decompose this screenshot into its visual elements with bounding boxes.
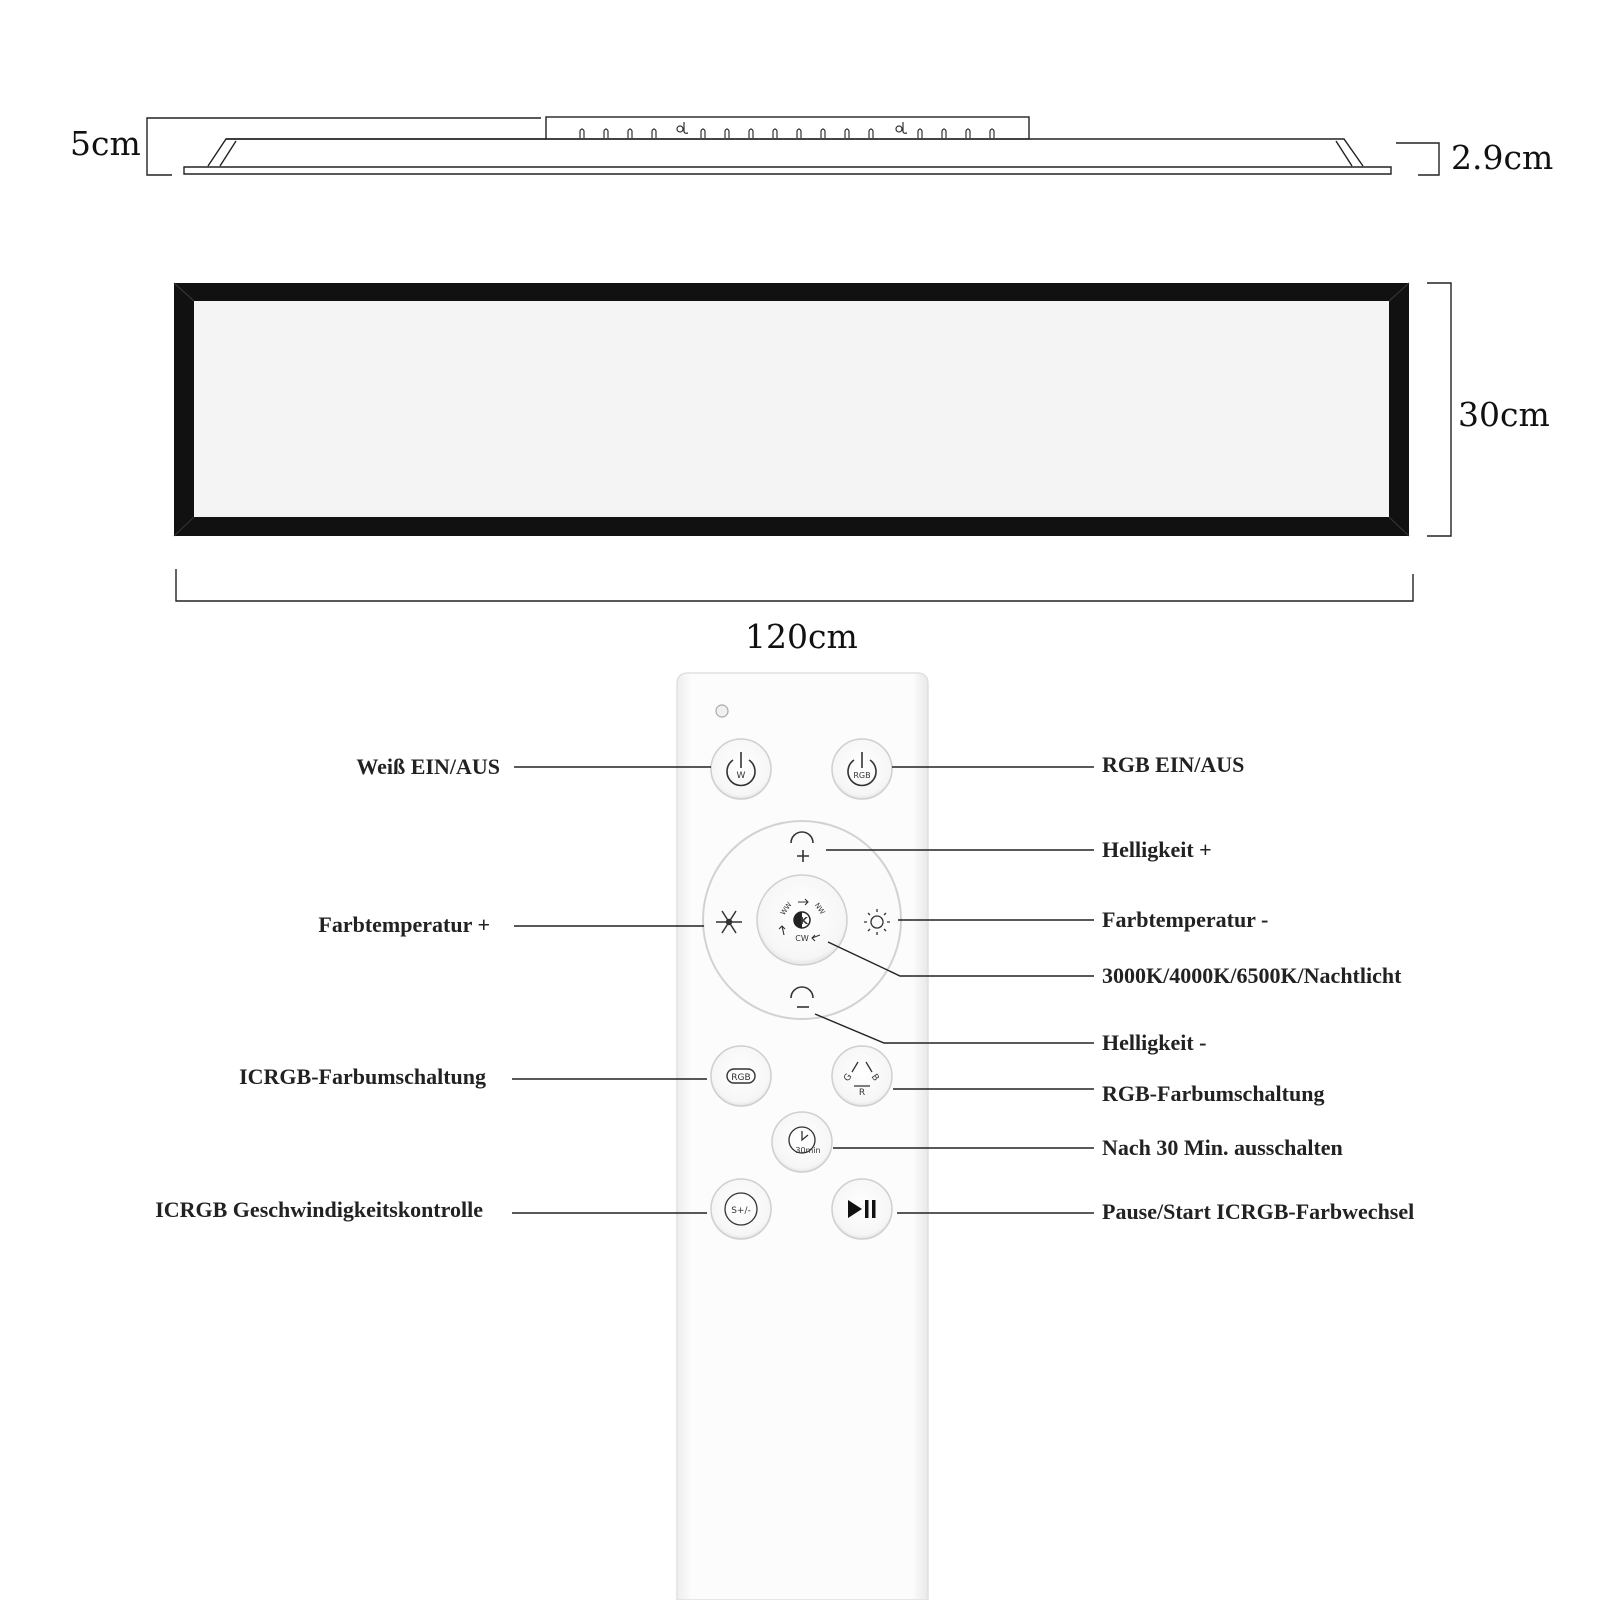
length-bracket <box>176 569 1413 601</box>
speed-button[interactable] <box>711 1179 771 1239</box>
white-power-glyph: W <box>736 771 746 781</box>
label-rgb-power: RGB EIN/AUS <box>1102 752 1245 777</box>
dimension-height-panel: 2.9cm <box>1451 138 1554 177</box>
ww-glyph: WW <box>779 900 794 917</box>
timer-button[interactable] <box>772 1112 832 1172</box>
dimension-length: 120cm <box>745 617 858 656</box>
indicator-led <box>716 705 728 717</box>
label-pause-start: Pause/Start ICRGB-Farbwechsel <box>1102 1199 1415 1224</box>
rgb-power-button[interactable] <box>832 739 892 799</box>
rgb-cycle-r-glyph: R <box>858 1088 866 1098</box>
label-white-power: Weiß EIN/AUS <box>356 754 500 779</box>
cw-glyph: CW <box>795 934 809 943</box>
label-color-modes: 3000K/4000K/6500K/Nachtlicht <box>1102 963 1402 988</box>
label-brightness-up: Helligkeit + <box>1102 837 1212 862</box>
play-pause-button[interactable] <box>832 1179 892 1239</box>
dimension-height-total: 5cm <box>70 124 141 163</box>
rgb-cycle-button[interactable] <box>832 1046 892 1106</box>
remote-control <box>677 673 928 1600</box>
label-timer: Nach 30 Min. ausschalten <box>1102 1135 1343 1160</box>
nw-glyph: NW <box>812 901 827 917</box>
icrgb-glyph: RGB <box>731 1073 751 1083</box>
panel-top-view <box>174 283 1409 536</box>
label-brightness-down: Helligkeit - <box>1102 1030 1207 1055</box>
side-view <box>147 117 1439 175</box>
panel-profile <box>184 167 1391 174</box>
timer-glyph: 30min <box>795 1146 821 1155</box>
driver-box <box>546 117 1029 139</box>
label-rgb-switch: RGB-Farbumschaltung <box>1102 1081 1325 1106</box>
speed-glyph: S+/- <box>731 1206 751 1216</box>
icrgb-button[interactable] <box>711 1046 771 1106</box>
label-color-temp-down: Farbtemperatur - <box>1102 907 1269 932</box>
panel-diffuser <box>194 301 1389 517</box>
white-power-button[interactable] <box>711 739 771 799</box>
rgb-cycle-g-glyph: G <box>842 1072 855 1084</box>
label-icrgb-switch: ICRGB-Farbumschaltung <box>239 1064 486 1089</box>
k-glyph: K <box>800 916 808 927</box>
height-panel-bracket <box>1396 143 1439 175</box>
rgb-cycle-b-glyph: B <box>868 1072 881 1084</box>
label-speed-control: ICRGB Geschwindigkeitskontrolle <box>155 1197 483 1222</box>
width-bracket <box>1427 283 1451 536</box>
dimension-width: 30cm <box>1458 395 1550 434</box>
label-color-temp-up: Farbtemperatur + <box>318 912 490 937</box>
rgb-power-glyph: RGB <box>853 771 871 780</box>
